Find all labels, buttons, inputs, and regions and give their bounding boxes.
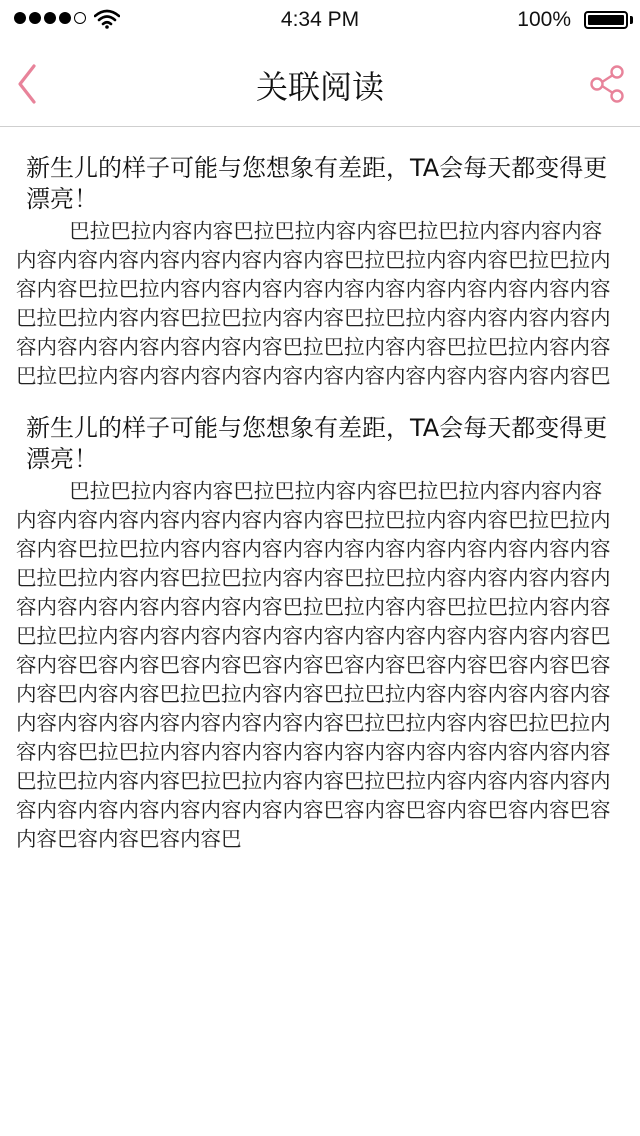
navigation-bar xyxy=(0,40,640,127)
share-button[interactable] xyxy=(588,64,628,104)
related-reading-list xyxy=(0,127,640,1136)
article-body: 巴拉巴拉内容内容巴拉巴拉内容内容巴拉巴拉内容内容内容内容内容内容内容内容内容内容内容巴拉巴拉内容内容巴拉巴拉内容内容巴拉巴拉内容内容内容内容内容内容内容内容内容内容内容巴拉巴拉内容内容巴拉巴拉内容内容巴拉巴拉内容内容内容内容内容内容内容内容内容内容内容巴拉巴拉内容内容巴拉巴拉内容内容巴拉巴拉内容内容内容内容内容内容内容内容内容内容内容内容巴容内容巴容内容巴容内容巴容内容巴容内容巴容内容巴容内容巴容内容巴内容内容巴拉巴拉内容内容巴拉巴拉内容内容内容内容内容内容内容内容内容内容内容内容内容巴拉巴拉内容内容巴拉巴拉内容内容巴拉巴拉内容内容内容内容内容内容内容内容内容内容内容巴拉巴拉内容内容巴拉巴拉内容内容巴拉巴拉内容内容内容内容内容内容内容内容内容内容内容内容巴容内容巴容内容巴容内容巴容内容巴容内容巴容内容巴 xyxy=(16,479,611,851)
status-bar xyxy=(0,0,640,40)
article-title: 新生儿的样子可能与您想象有差距，TA会每天都变得更漂亮！ xyxy=(26,154,608,213)
battery-tip xyxy=(630,16,633,24)
battery-icon xyxy=(584,11,628,29)
article-body: 巴拉巴拉内容内容巴拉巴拉内容内容巴拉巴拉内容内容内容内容内容内容内容内容内容内容内容巴拉巴拉内容内容巴拉巴拉内容内容巴拉巴拉内容内容内容内容内容内容内容内容内容内容内容巴拉巴拉内容内容巴拉巴拉内容内容巴拉巴拉内容内容内容内容内容内容内容内容内容内容内容巴拉巴拉内容内容巴拉巴拉内容内容巴拉巴拉内容内容内容内容内容内容内容内容内容内容内容内容巴 xyxy=(16,219,611,388)
battery-percentage: 100% xyxy=(517,8,571,31)
page-title: 关联阅读 xyxy=(255,68,384,106)
share-icon xyxy=(588,64,628,104)
article-item[interactable] xyxy=(0,153,640,391)
article-title: 新生儿的样子可能与您想象有差距，TA会每天都变得更漂亮！ xyxy=(26,414,608,473)
article-item[interactable] xyxy=(0,413,640,854)
status-time: 4:34 PM xyxy=(280,8,360,31)
